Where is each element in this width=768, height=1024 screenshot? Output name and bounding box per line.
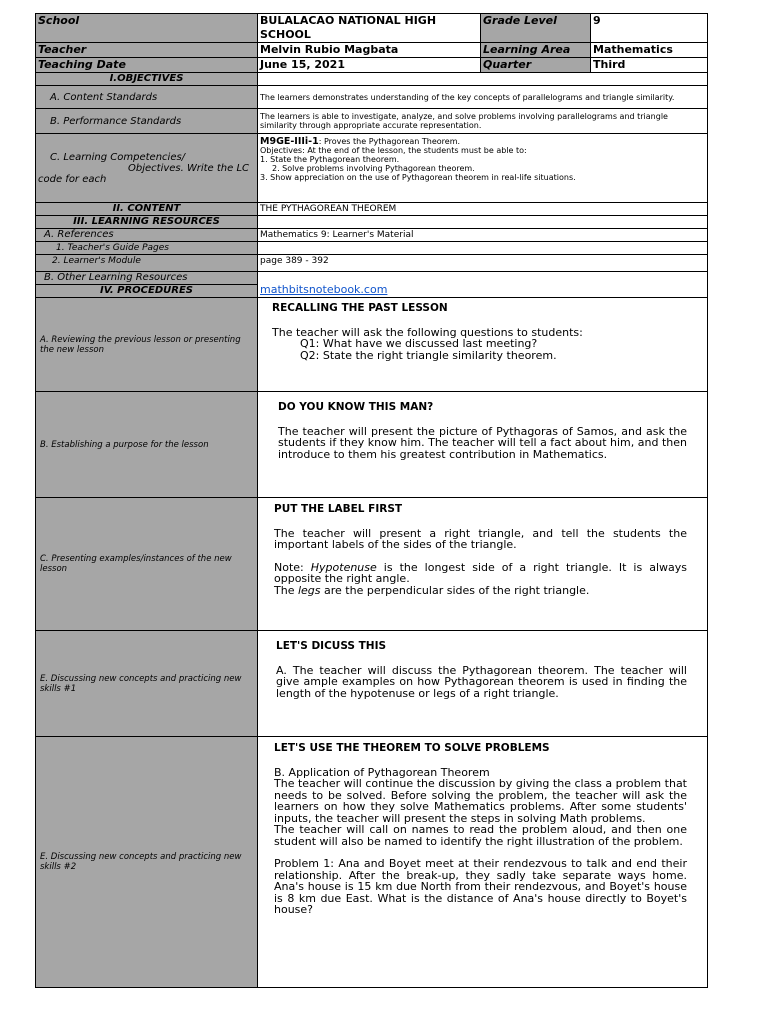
competencies-label-line-2: Objectives. Write the LC bbox=[128, 162, 249, 174]
procedure-e-text-1: The teacher will continue the discussion by giving the class a problem that needs to be solved. Before solving the problem, the teacher will ask the learners on how they solve Mathematics problems. After some students' inputs, the teacher will present the steps in solving Math problems. bbox=[274, 777, 687, 825]
procedure-c-text: The teacher will present a right triangle, and tell the students the important labels of the sides of the triangle. bbox=[274, 526, 687, 551]
competencies-label-line-1: C. Learning Competencies/ bbox=[50, 151, 186, 163]
procedure-b-label: B. Establishing a purpose for the lesson bbox=[36, 392, 258, 498]
learners-module-value: page 389 - 392 bbox=[258, 255, 708, 272]
procedure-b-text: The teacher will present the picture of Pythagoras of Samos, and ask the students if they know him. The teacher will tell a fact about him, and then introduce to them his greatest contribution in Mathematics. bbox=[278, 424, 687, 461]
competency-code: M9GE-IIIi-1 bbox=[260, 136, 319, 147]
competency-item-1: 1. State the Pythagorean theorem. bbox=[260, 155, 400, 164]
procedure-a-q1: Q1: What have we discussed last meeting? bbox=[300, 337, 538, 350]
competencies-value bbox=[258, 134, 708, 203]
procedure-b-title: DO YOU KNOW THIS MAN? bbox=[278, 401, 434, 413]
grade-label: Grade Level bbox=[481, 14, 591, 43]
procedure-a-text: The teacher will ask the following questions to students: bbox=[272, 325, 583, 339]
procedure-d-label: E. Discussing new concepts and practicing new skills #1 bbox=[36, 631, 258, 737]
school-value: BULALACAO NATIONAL HIGH SCHOOL bbox=[258, 14, 481, 43]
procedure-e-text-2: The teacher will call on names to read the problem aloud, and then one student will also be named to identify the right illustration of the problem. bbox=[274, 823, 687, 848]
procedure-a-body bbox=[258, 298, 708, 392]
teacher-label: Teacher bbox=[36, 43, 258, 58]
procedure-e-title: LET'S USE THE THEOREM TO SOLVE PROBLEMS bbox=[274, 742, 550, 754]
grade-value: 9 bbox=[591, 14, 708, 43]
teachers-guide-value bbox=[258, 242, 708, 255]
date-value: June 15, 2021 bbox=[258, 58, 481, 73]
objectives-heading-blank bbox=[258, 73, 708, 86]
procedure-c-title: PUT THE LABEL FIRST bbox=[274, 503, 403, 515]
competency-intro: Objectives: At the end of the lesson, the students must be able to: bbox=[260, 146, 527, 155]
area-label: Learning Area bbox=[481, 43, 591, 58]
procedure-c-note bbox=[274, 562, 687, 585]
procedure-e-subtitle: B. Application of Pythagorean Theorem bbox=[274, 765, 490, 779]
competencies-label-line-3: code for each bbox=[38, 173, 107, 185]
date-label: Teaching Date bbox=[36, 58, 258, 73]
competencies-label bbox=[36, 134, 258, 203]
other-resources-label: B. Other Learning Resources bbox=[36, 272, 258, 285]
procedure-d-body bbox=[258, 631, 708, 737]
area-value: Mathematics bbox=[591, 43, 708, 58]
note-hypotenuse: Hypotenuse bbox=[310, 560, 377, 574]
content-heading: II. CONTENT bbox=[36, 203, 258, 216]
procedure-c-legs bbox=[274, 585, 687, 597]
procedure-c-body bbox=[258, 498, 708, 631]
objectives-heading: I.OBJECTIVES bbox=[36, 73, 258, 86]
procedure-a-title: RECALLING THE PAST LESSON bbox=[272, 302, 448, 314]
performance-standards-label: B. Performance Standards bbox=[36, 109, 258, 134]
procedure-b-body bbox=[258, 392, 708, 498]
competency-item-3: 3. Show appreciation on the use of Pythagorean theorem in real-life situations. bbox=[260, 173, 576, 182]
content-value: THE PYTHAGOREAN THEOREM bbox=[258, 203, 708, 216]
note-suffix: is the longest side of a right triangle. It is always opposite the right angle. bbox=[274, 560, 688, 585]
procedure-d-title: LET'S DICUSS THIS bbox=[276, 640, 387, 652]
teacher-value: Melvin Rubio Magbata bbox=[258, 43, 481, 58]
procedure-c-label: C. Presenting examples/instances of the new lesson bbox=[36, 498, 258, 631]
note-prefix: Note: bbox=[274, 560, 311, 574]
procedures-heading: IV. PROCEDURES bbox=[36, 285, 258, 298]
resources-heading: III. LEARNING RESOURCES bbox=[36, 216, 258, 229]
procedure-a-label: A. Reviewing the previous lesson or presenting the new lesson bbox=[36, 298, 258, 392]
references-value: Mathematics 9: Learner's Material bbox=[258, 229, 708, 242]
procedure-e-problem: Problem 1: Ana and Boyet meet at their rendezvous to talk and end their relationship. After the break-up, they sadly take separate ways home. Ana's house is 15 km due North from their rendezvous, and Boyet's house is 8 km due East. What is the distance of Ana's house directly to Boyet's house? bbox=[274, 857, 687, 916]
lesson-plan-table bbox=[35, 13, 708, 988]
legs-word: legs bbox=[297, 583, 321, 597]
references-label: A. References bbox=[36, 229, 258, 242]
teachers-guide-label: 1. Teacher's Guide Pages bbox=[36, 242, 258, 255]
quarter-label: Quarter bbox=[481, 58, 591, 73]
competency-item-2: 2. Solve problems involving Pythagorean theorem. bbox=[272, 164, 475, 173]
procedure-a-q2: Q2: State the right triangle similarity theorem. bbox=[300, 348, 557, 362]
quarter-value: Third bbox=[591, 58, 708, 73]
learners-module-label: 2. Learner's Module bbox=[36, 255, 258, 272]
performance-standards-value: The learners is able to investigate, analyze, and solve problems involving parallelograms and triangle similarity through appropriate accurate representation. bbox=[258, 109, 708, 134]
resources-heading-blank bbox=[258, 216, 708, 229]
procedure-e-body bbox=[258, 737, 708, 988]
content-standards-label: A. Content Standards bbox=[36, 86, 258, 109]
procedure-e-label: E. Discussing new concepts and practicing new skills #2 bbox=[36, 737, 258, 988]
competency-code-text: : Proves the Pythagorean Theorem. bbox=[318, 137, 461, 146]
other-resources-link[interactable]: mathbitsnotebook.com bbox=[260, 283, 388, 296]
legs-suffix: are the perpendicular sides of the right triangle. bbox=[320, 583, 590, 597]
other-resources-value-cell bbox=[258, 272, 708, 298]
content-standards-value: The learners demonstrates understanding of the key concepts of parallelograms and triangle similarity. bbox=[258, 86, 708, 109]
procedure-d-text: A. The teacher will discuss the Pythagorean theorem. The teacher will give ample examples on how Pythagorean theorem is used in finding the length of the hypotenuse or legs of a right triangle. bbox=[276, 663, 687, 700]
lesson-plan bbox=[35, 13, 707, 988]
school-label: School bbox=[36, 14, 258, 43]
legs-prefix: The bbox=[274, 583, 298, 597]
